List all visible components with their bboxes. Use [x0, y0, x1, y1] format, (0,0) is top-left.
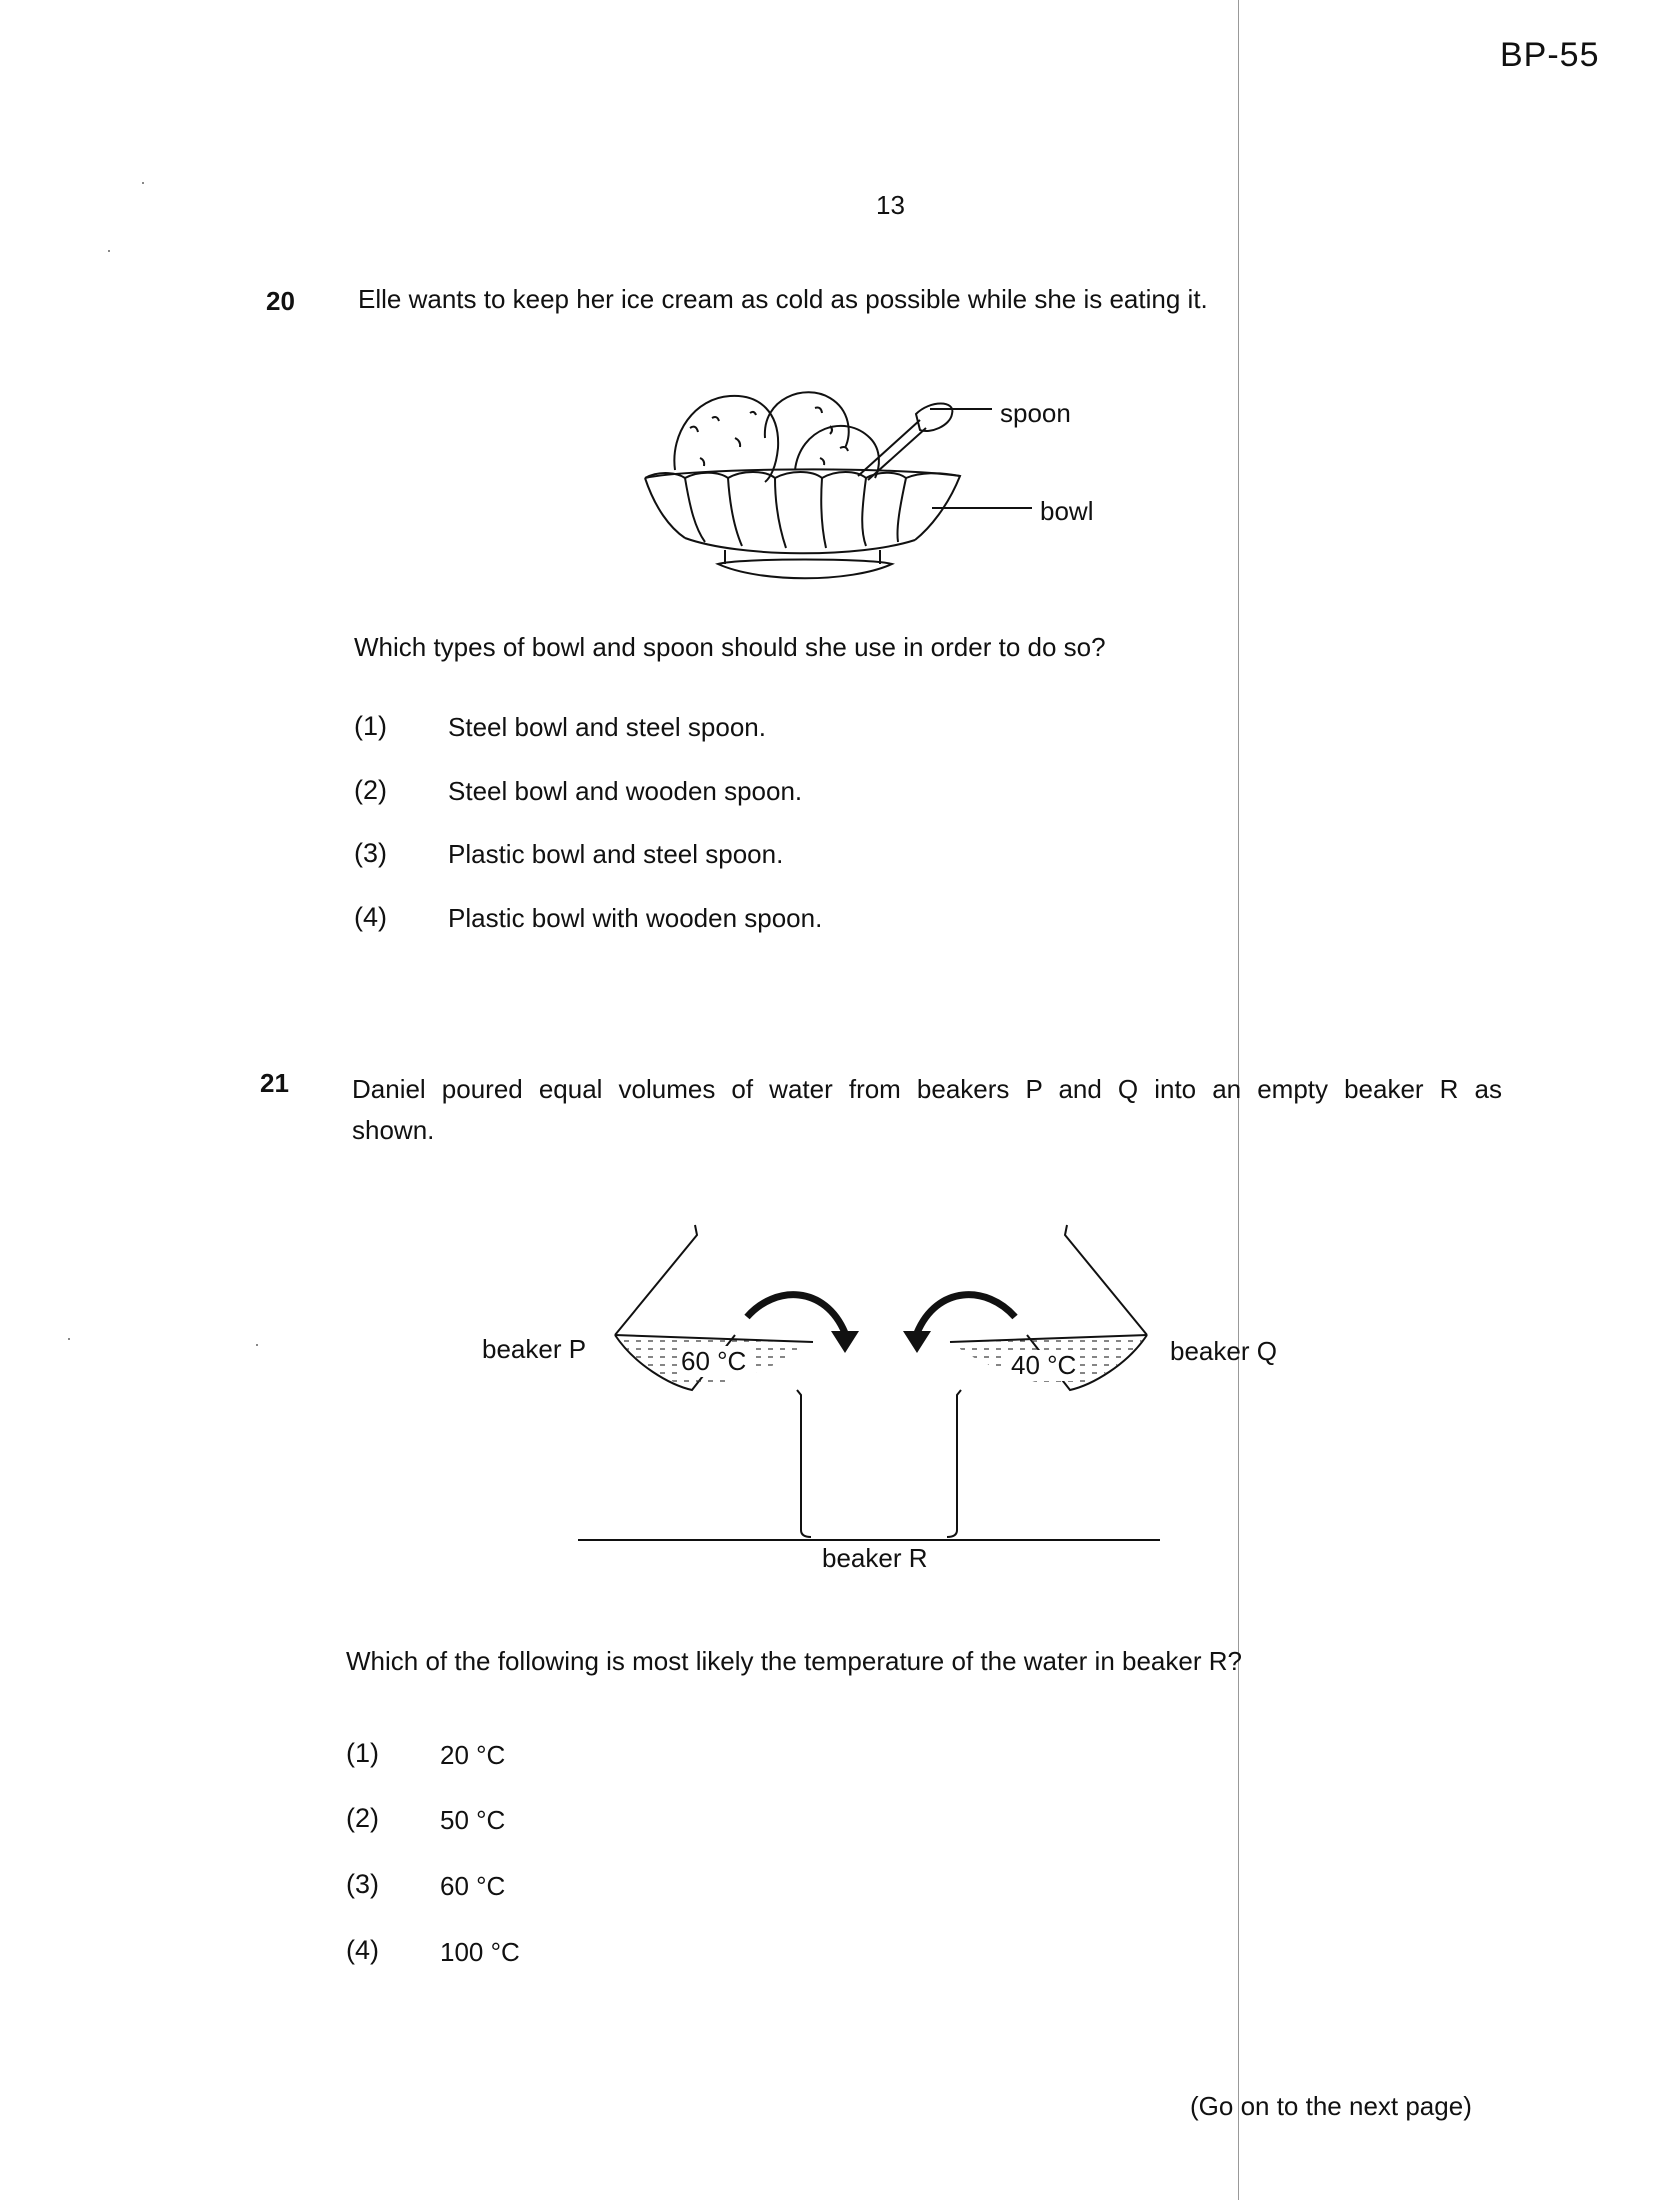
scan-speck — [108, 250, 110, 252]
option-text: Steel bowl and wooden spoon. — [448, 776, 803, 806]
question-21-stem-line2: shown. — [352, 1115, 435, 1145]
continue-note: (Go on to the next page) — [1190, 2091, 1472, 2121]
beaker-q-temperature: 40 °C — [1008, 1350, 1079, 1381]
beaker-r-label: beaker R — [822, 1543, 928, 1573]
option-number: (1) — [346, 1738, 379, 1768]
beaker-p-label: beaker P — [482, 1334, 587, 1364]
question-20-stem: Elle wants to keep her ice cream as cold as possible while she is eating it. — [358, 284, 1208, 314]
beakers-figure — [575, 1225, 1165, 1555]
option-number: (3) — [354, 838, 387, 868]
scan-speck — [142, 182, 144, 184]
option-text: 50 °C — [440, 1805, 506, 1835]
question-20-number: 20 — [266, 286, 295, 316]
option-number: (4) — [354, 902, 387, 932]
option-text: 100 °C — [440, 1937, 520, 1967]
option-number: (4) — [346, 1935, 379, 1965]
scan-speck — [68, 1338, 70, 1340]
option-text: Plastic bowl and steel spoon. — [448, 839, 784, 869]
scan-speck — [256, 1344, 258, 1346]
question-21-prompt: Which of the following is most likely the temperature of the water in beaker R? — [346, 1646, 1242, 1676]
option-text: 60 °C — [440, 1871, 506, 1901]
option-number: (2) — [346, 1803, 379, 1833]
question-21-number: 21 — [260, 1068, 289, 1098]
option-text: 20 °C — [440, 1740, 506, 1770]
beaker-p-temperature: 60 °C — [678, 1346, 749, 1377]
ice-cream-bowl-figure — [630, 378, 960, 588]
option-number: (1) — [354, 711, 387, 741]
option-text: Plastic bowl with wooden spoon. — [448, 903, 823, 933]
question-20-prompt: Which types of bowl and spoon should she use in order to do so? — [354, 632, 1106, 662]
paper-code: BP-55 — [1500, 36, 1600, 74]
page-number: 13 — [876, 190, 905, 220]
bowl-label: bowl — [1040, 496, 1094, 526]
option-number: (3) — [346, 1869, 379, 1899]
spoon-label: spoon — [1000, 398, 1071, 428]
question-21-stem-line1: Daniel poured equal volumes of water from beakers P and Q into an empty beaker R as — [352, 1074, 1502, 1104]
option-number: (2) — [354, 775, 387, 805]
beaker-q-label: beaker Q — [1170, 1336, 1277, 1366]
option-text: Steel bowl and steel spoon. — [448, 712, 766, 742]
